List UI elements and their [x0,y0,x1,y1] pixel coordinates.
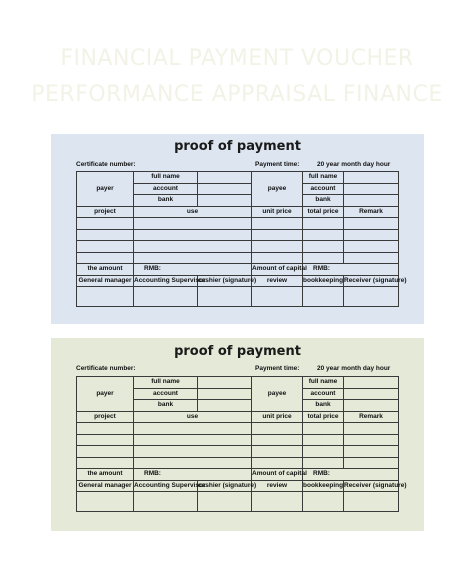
signature-header-row [77,275,399,287]
item-cell[interactable] [252,252,303,264]
review-label: review [252,480,303,492]
payee-full-name-field[interactable] [344,377,399,389]
signature-header-row [77,480,399,492]
payer-account-field[interactable] [198,388,252,400]
cashier-signature-label: cashier (signature) [198,275,252,287]
table-row [77,377,399,389]
item-cell[interactable] [77,434,134,446]
general-manager-label: General manager [77,480,134,492]
column-header-total-price: total price [303,206,344,218]
voucher-table [76,376,407,512]
signature-cell[interactable] [303,287,344,307]
item-cell[interactable] [134,457,252,469]
payer-bank-label: bank [134,400,198,412]
column-header-total-price: total price [303,411,344,423]
payer-full-name-field[interactable] [198,172,252,184]
voucher-title: proof of payment [174,139,301,154]
amount-rmb-field[interactable]: RMB: [134,264,252,276]
amount-row [77,469,399,481]
signature-cell[interactable] [344,287,399,307]
payee-bank-field[interactable] [344,400,399,412]
item-cell[interactable] [303,457,344,469]
amount-label: the amount [77,264,134,276]
item-cell[interactable] [134,241,252,253]
payer-full-name-field[interactable] [198,377,252,389]
accounting-supervisor-label: Accounting Supervisor [134,480,198,492]
signature-cell[interactable] [77,287,134,307]
signature-cell[interactable] [77,492,134,512]
item-cell[interactable] [344,423,399,435]
payer-bank-field[interactable] [198,400,252,412]
voucher-card-2 [51,338,424,531]
table-row [77,172,399,184]
item-cell[interactable] [252,446,303,458]
column-header-project: project [77,206,134,218]
payer-bank-field[interactable] [198,195,252,207]
item-cell[interactable] [303,252,344,264]
item-cell[interactable] [303,446,344,458]
signature-cell[interactable] [198,287,252,307]
table-row [77,241,399,253]
signature-cell[interactable] [303,492,344,512]
item-cell[interactable] [344,434,399,446]
bookkeeping-label: bookkeeping [303,275,344,287]
item-cell[interactable] [77,241,134,253]
payee-full-name-label: full name [303,377,344,389]
item-cell[interactable] [303,423,344,435]
item-cell[interactable] [344,229,399,241]
item-cell[interactable] [303,218,344,230]
amount-of-capital-label: Amount of capital [252,469,303,481]
table-row [77,446,399,458]
payment-time-label: Payment time: [255,161,300,168]
watermark-line-1: FINANCIAL PAYMENT VOUCHER [60,46,414,71]
signature-cell[interactable] [252,287,303,307]
column-header-use: use [134,411,252,423]
amount-label: the amount [77,469,134,481]
payee-bank-field[interactable] [344,195,399,207]
column-header-project: project [77,411,134,423]
item-cell[interactable] [77,229,134,241]
item-cell[interactable] [252,218,303,230]
receiver-signature-label: Receiver (signature) [344,480,399,492]
item-cell[interactable] [344,218,399,230]
payer-bank-label: bank [134,195,198,207]
item-cell[interactable] [77,218,134,230]
voucher-table [76,171,407,307]
item-cell[interactable] [303,434,344,446]
item-cell[interactable] [77,423,134,435]
amount-of-capital-label: Amount of capital [252,264,303,276]
table-header-row [77,411,399,423]
item-cell[interactable] [252,229,303,241]
signature-cell[interactable] [198,492,252,512]
item-cell[interactable] [344,241,399,253]
voucher-card-1 [51,134,424,324]
payee-full-name-label: full name [303,172,344,184]
receiver-signature-label: Receiver (signature) [344,275,399,287]
payee-bank-label: bank [303,400,344,412]
payee-account-label: account [303,388,344,400]
column-header-remark: Remark [344,411,399,423]
payer-label: payer [77,377,134,412]
amount-row [77,264,399,276]
table-row [77,434,399,446]
column-header-use: use [134,206,252,218]
item-cell[interactable] [134,218,252,230]
item-cell[interactable] [134,423,252,435]
payment-time-value: 20 year month day hour [317,365,391,372]
signature-cell[interactable] [344,492,399,512]
voucher-title: proof of payment [174,344,301,359]
payee-account-label: account [303,183,344,195]
column-header-unit-price: unit price [252,206,303,218]
payment-time-label: Payment time: [255,365,300,372]
payer-account-label: account [134,183,198,195]
certificate-number-label: Certificate number: [76,161,136,168]
capital-rmb-field[interactable]: RMB: [303,469,399,481]
column-header-remark: Remark [344,206,399,218]
payee-full-name-field[interactable] [344,172,399,184]
cashier-signature-label: cashier (signature) [198,480,252,492]
signature-row [77,492,399,512]
item-cell[interactable] [252,434,303,446]
payee-account-field[interactable] [344,388,399,400]
item-cell[interactable] [134,229,252,241]
payee-label: payee [252,377,303,412]
item-cell[interactable] [134,252,252,264]
payment-time-value: 20 year month day hour [317,161,391,168]
review-label: review [252,275,303,287]
signature-cell[interactable] [134,287,198,307]
table-header-row [77,206,399,218]
item-cell[interactable] [303,241,344,253]
item-cell[interactable] [344,446,399,458]
item-cell[interactable] [252,423,303,435]
amount-rmb-field[interactable]: RMB: [134,469,252,481]
watermark-line-2: PERFORMANCE APPRAISAL FINANCE [31,82,443,107]
signature-cell[interactable] [134,492,198,512]
payer-account-field[interactable] [198,183,252,195]
item-cell[interactable] [134,434,252,446]
item-cell[interactable] [77,252,134,264]
payee-bank-label: bank [303,195,344,207]
table-row [77,229,399,241]
column-header-unit-price: unit price [252,411,303,423]
certificate-number-label: Certificate number: [76,365,136,372]
table-row [77,457,399,469]
payer-account-label: account [134,388,198,400]
payer-full-name-label: full name [134,172,198,184]
capital-rmb-field[interactable]: RMB: [303,264,399,276]
payer-full-name-label: full name [134,377,198,389]
item-cell[interactable] [252,457,303,469]
item-cell[interactable] [77,457,134,469]
payee-account-field[interactable] [344,183,399,195]
general-manager-label: General manager [77,275,134,287]
table-row [77,423,399,435]
table-row [77,252,399,264]
item-cell[interactable] [252,241,303,253]
item-cell[interactable] [134,446,252,458]
item-cell[interactable] [344,457,399,469]
bookkeeping-label: bookkeeping [303,480,344,492]
payer-label: payer [77,172,134,207]
table-row [77,218,399,230]
item-cell[interactable] [77,446,134,458]
payee-label: payee [252,172,303,207]
item-cell[interactable] [344,252,399,264]
item-cell[interactable] [303,229,344,241]
accounting-supervisor-label: Accounting Supervisor [134,275,198,287]
signature-row [77,287,399,307]
signature-cell[interactable] [252,492,303,512]
